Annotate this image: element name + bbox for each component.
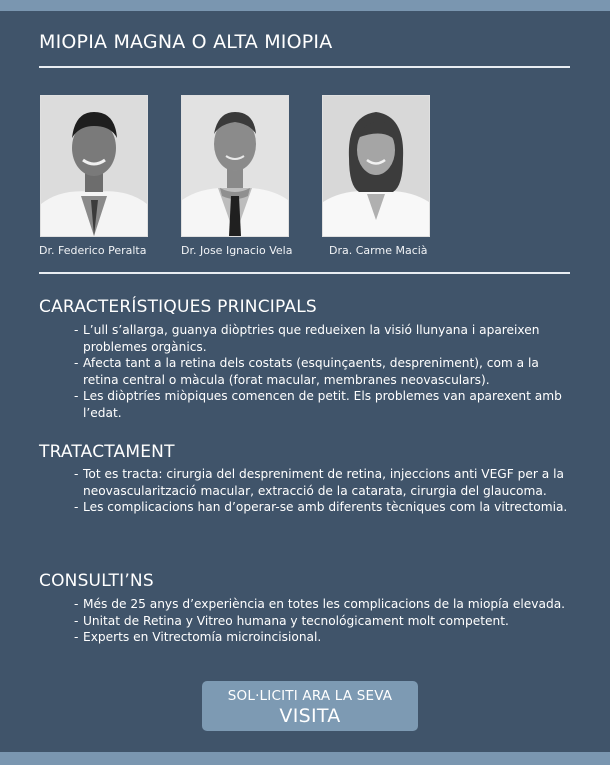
request-visit-button[interactable] bbox=[202, 681, 418, 731]
top-accent-bar bbox=[0, 0, 610, 11]
list-item: - Unitat de Retina y Vitreo humana y tecnológicament molt competent. bbox=[74, 613, 509, 628]
doctor-photo bbox=[40, 95, 148, 237]
contact-list bbox=[74, 596, 574, 646]
cta-line-1: SOL·LICITI ARA LA SEVA bbox=[227, 688, 393, 704]
list-item: - Les complicacions han d’operar-se amb diferents tècniques com la vitrectomia. bbox=[74, 500, 568, 514]
bottom-accent-bar bbox=[0, 752, 610, 765]
list-item: - Més de 25 anys d’experiència en totes les complicacions de la miopía elevada. bbox=[74, 597, 566, 611]
section-title-treatment: TRATACTAMENT bbox=[39, 442, 175, 462]
doctor-card bbox=[40, 95, 148, 237]
section-title-characteristics: CARACTERÍSTIQUES PRINCIPALS bbox=[39, 297, 317, 317]
doctor-photo bbox=[322, 95, 430, 237]
doctor-name: Dra. Carme Macià bbox=[329, 244, 428, 257]
list-item: - Les diòptríes miòpiques comencen de petit. Els problemes van aparexent amb l’edat. bbox=[74, 389, 562, 420]
list-item: - L’ull s’allarga, guanya diòptries que redueixen la visió llunyana i apareixen problemes orgànics. bbox=[74, 323, 540, 354]
section-title-contact: CONSULTI’NS bbox=[39, 571, 154, 591]
doctor-name: Dr. Federico Peralta bbox=[39, 244, 147, 257]
characteristics-list bbox=[74, 322, 574, 421]
list-item: - Tot es tracta: cirurgia del despreniment de retina, injeccions anti VEGF per a la neovascularització macular, extracció de la catarata, cirurgia del glaucoma. bbox=[74, 467, 564, 498]
list-item: - Experts en Vitrectomía microincisional. bbox=[74, 630, 322, 644]
cta-line-2: VISITA bbox=[279, 705, 341, 727]
divider-middle bbox=[39, 272, 570, 274]
divider-top bbox=[39, 66, 570, 68]
list-item: - Afecta tant a la retina dels costats (esquinçaents, despreniment), com a la retina central o màcula (forat macular, membranes neovasculars). bbox=[74, 356, 539, 387]
treatment-list bbox=[74, 466, 574, 516]
doctor-photo bbox=[181, 95, 289, 237]
page-title: MIOPIA MAGNA O ALTA MIOPIA bbox=[39, 31, 333, 53]
doctor-card bbox=[322, 95, 430, 237]
doctor-card bbox=[181, 95, 289, 237]
doctor-name: Dr. Jose Ignacio Vela bbox=[181, 244, 293, 257]
